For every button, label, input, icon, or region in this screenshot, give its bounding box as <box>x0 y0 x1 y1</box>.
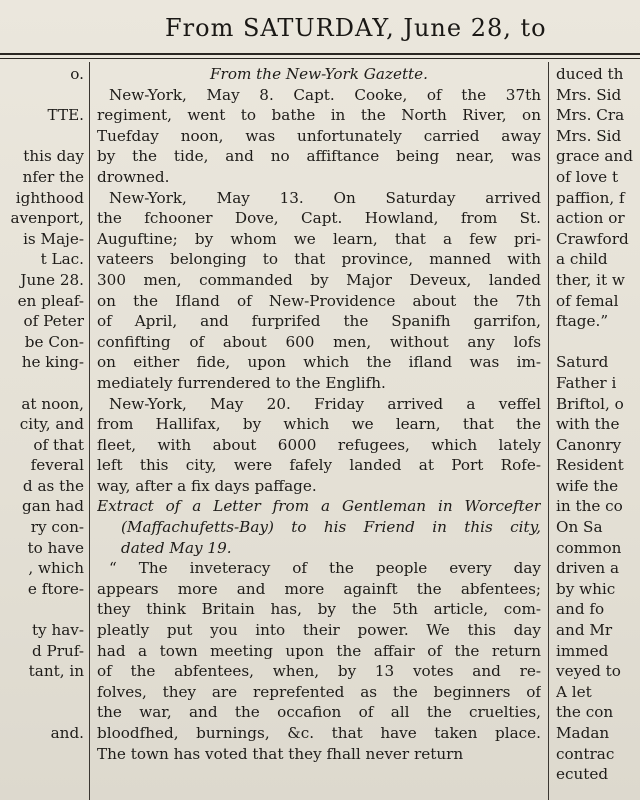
text-line: Canonry <box>556 435 622 454</box>
text-line: grace and <box>556 147 633 166</box>
text-line: paffion, f <box>556 188 625 207</box>
column-divider-right <box>548 62 549 800</box>
text-line: gan had <box>22 497 84 516</box>
news-paragraph <box>97 85 541 188</box>
text-line: Mrs. Sid <box>556 85 622 104</box>
text-line: driven a <box>556 559 620 578</box>
text-line: of Peter <box>23 312 84 331</box>
text-line: Saturd <box>556 353 609 372</box>
source-heading: From the New-York Gazette. <box>210 65 428 83</box>
text-line <box>0 682 84 703</box>
text-line: is Maje- <box>23 229 84 248</box>
text-line: Resident <box>556 456 624 475</box>
text-line: en pleaf- <box>17 291 84 310</box>
text-line: fleet, with about 6000 refugees, which lately <box>97 435 541 454</box>
text-line: appears more and more againft the abfentees; <box>97 579 541 598</box>
text-line: and. <box>50 724 84 742</box>
text-line <box>0 599 84 620</box>
left-column <box>0 64 84 800</box>
text-line: Madan <box>556 724 610 742</box>
article-body <box>97 85 541 765</box>
text-line: regiment, went to bathe in the North River, on <box>97 106 541 125</box>
text-line: Briftol, o <box>556 394 624 413</box>
text-line: and fo <box>556 600 605 619</box>
text-line: tant, in <box>28 662 84 681</box>
text-line: d Pruf- <box>31 641 84 660</box>
news-paragraph <box>97 394 541 497</box>
text-line: ry con- <box>30 518 84 537</box>
text-line: of April, and furprifed the Spanifh garrifon, <box>97 312 541 331</box>
text-line: this day <box>23 147 84 166</box>
text-line: t Lac. <box>40 250 84 269</box>
text-line: by whic <box>556 579 616 598</box>
text-line: TTE. <box>47 106 84 125</box>
text-line: on either fide, upon which the ifland was im- <box>97 353 541 372</box>
text-line: (Maffachufetts-Bay) to his Friend in this city, <box>121 518 541 537</box>
text-line: nfer the <box>22 167 84 186</box>
text-line: they think Britain has, by the 5th article, com- <box>97 600 541 619</box>
text-line: Mrs. Sid <box>556 126 622 145</box>
text-line: folves, they are reprefented as the beginners of <box>97 682 541 701</box>
text-line: dated May 19. <box>121 538 232 557</box>
text-line: New-York, May 13. On Saturday arrived <box>109 188 541 207</box>
text-line: ighthood <box>15 188 84 207</box>
text-line: common <box>556 538 622 557</box>
header-rule <box>0 53 640 55</box>
text-line: bloodfhed, burnings, &c. that have taken place. <box>97 724 541 742</box>
text-line: contrac <box>556 744 615 763</box>
text-line: be Con- <box>24 332 84 351</box>
text-line: , which <box>28 559 84 578</box>
text-line: Mrs. Cra <box>556 106 625 125</box>
text-line: On Sa <box>556 518 603 537</box>
text-line: Crawford <box>556 229 629 248</box>
letter-extract-heading <box>97 496 541 558</box>
text-line: New-York, May 20. Friday arrived a veffel <box>109 394 541 413</box>
text-line: ty hav- <box>31 621 84 640</box>
main-column <box>97 64 541 800</box>
text-line: city, and <box>19 415 84 434</box>
text-line: in the co <box>556 497 623 516</box>
text-line: Auguftine; by whom we learn, that a few pri- <box>97 229 541 248</box>
text-line: action or <box>556 209 625 228</box>
text-line: A let <box>556 682 592 701</box>
text-line: wife the <box>556 476 619 495</box>
text-line: the con <box>556 703 614 722</box>
page-header: From SATURDAY, June 28, to <box>165 14 547 42</box>
text-line: duced th <box>556 65 624 83</box>
text-line: the war, and the occafion of all the cruelties, <box>97 703 541 722</box>
text-line: of femal <box>556 291 619 310</box>
text-line: d as the <box>22 476 84 495</box>
text-line: way, after a fix days paffage. <box>97 476 317 495</box>
text-line <box>0 126 84 147</box>
text-line: pleatly put you into their power. We this day <box>97 621 541 640</box>
text-line: confifting of about 600 men, without any lofs <box>97 332 541 351</box>
text-line: ftage.” <box>556 312 609 331</box>
text-line: The town has voted that they fhall never return <box>97 744 464 763</box>
header-rule-thin <box>0 58 640 59</box>
text-line: to have <box>27 538 84 557</box>
text-line: “ The inveteracy of the people every day <box>109 559 541 578</box>
text-line: on the Ifland of New-Providence about the 7th <box>97 291 541 310</box>
text-line: drowned. <box>97 167 170 186</box>
text-line: and Mr <box>556 621 613 640</box>
text-line: vateers belonging to that province, manned with <box>97 250 541 269</box>
news-paragraph <box>97 558 541 764</box>
text-line: immed <box>556 641 609 660</box>
text-line <box>556 332 640 353</box>
text-line: June 28. <box>20 270 84 289</box>
text-line: a child <box>556 250 608 269</box>
text-line: Tuefday noon, was unfortunately carried away <box>97 126 541 145</box>
news-paragraph <box>97 188 541 394</box>
text-line: New-York, May 8. Capt. Cooke, of the 37th <box>109 85 541 104</box>
text-line: of that <box>33 435 84 454</box>
text-line: of love t <box>556 167 619 186</box>
column-divider-left <box>89 62 90 800</box>
text-line: from Hallifax, by which we learn, that the <box>97 415 541 434</box>
text-line: at noon, <box>21 394 84 413</box>
text-line: Extract of a Letter from a Gentleman in Worcefter <box>97 497 541 516</box>
text-line: with the <box>556 415 620 434</box>
text-line: ther, it w <box>556 270 625 289</box>
text-line: mediately furrendered to the Englifh. <box>97 373 386 392</box>
text-line: ecuted <box>556 765 609 784</box>
text-line: of the abfentees, when, by 13 votes and re- <box>97 662 541 681</box>
text-line: e ftore- <box>27 579 84 598</box>
text-line: he king- <box>21 353 84 372</box>
text-line <box>0 85 84 106</box>
text-line: had a town meeting upon the affair of the return <box>97 641 541 660</box>
text-line: o. <box>70 65 84 83</box>
text-line: avenport, <box>10 209 84 228</box>
text-line: left this city, were fafely landed at Port Rofe- <box>97 456 541 475</box>
text-line: 300 men, commanded by Major Deveux, landed <box>97 270 541 289</box>
right-column <box>556 64 640 800</box>
text-line <box>0 373 84 394</box>
text-line: veyed to <box>556 662 621 681</box>
text-line: feveral <box>30 456 84 475</box>
text-line: Father i <box>556 373 617 392</box>
text-line: the fchooner Dove, Capt. Howland, from St. <box>97 209 541 228</box>
text-line <box>0 702 84 723</box>
text-line: by the tide, and no affiftance being near, was <box>97 147 541 166</box>
